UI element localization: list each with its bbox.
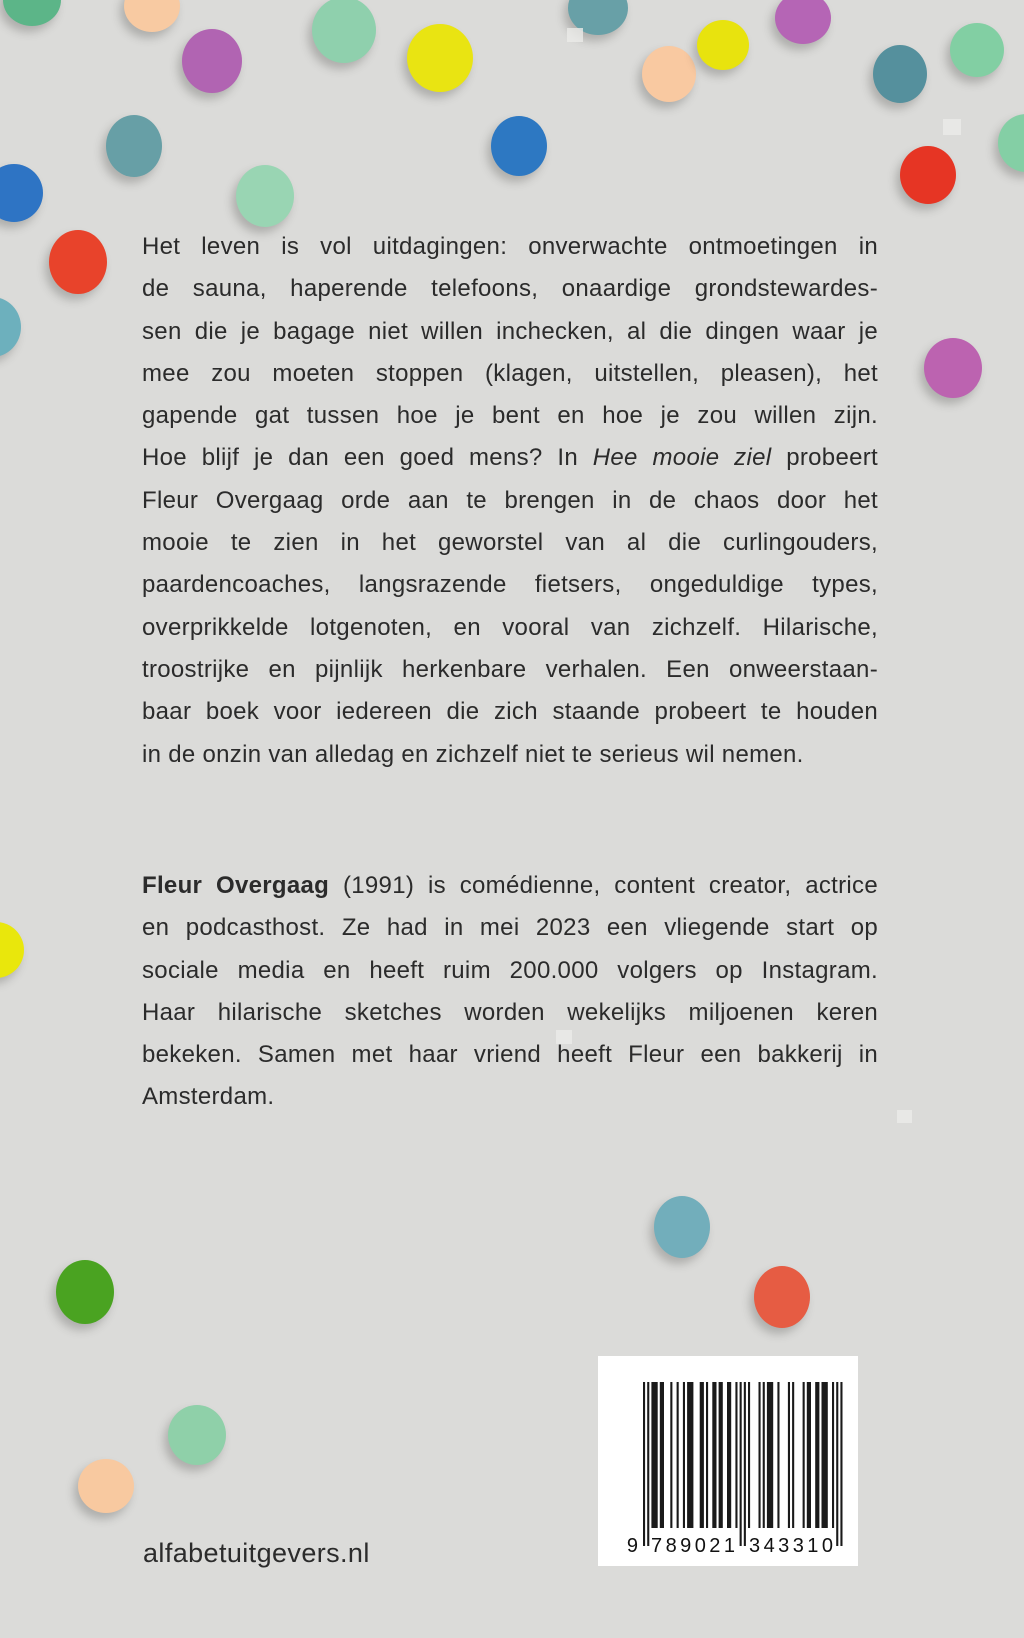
- confetti-dot: [697, 20, 749, 70]
- barcode-bar: [832, 1382, 834, 1528]
- barcode-bar: [763, 1382, 765, 1528]
- text-segment: mooie te zien in het geworstel van al die curlingouders,: [142, 529, 878, 557]
- barcode-bar: [740, 1382, 742, 1546]
- text-segment: gapende gat tussen hoe je bent en hoe je zou willen zijn.: [142, 402, 878, 430]
- barcode-bar: [788, 1382, 790, 1528]
- text-line: [142, 226, 878, 268]
- text-segment: troostrijke en pijnlijk herkenbare verhalen. Een onweerstaan-: [142, 655, 878, 683]
- text-line: [142, 950, 878, 992]
- barcode-bar: [807, 1382, 811, 1528]
- text-line: [142, 734, 878, 776]
- confetti-dot: [491, 116, 547, 176]
- paper-square-artifact: [943, 119, 961, 135]
- barcode-bar: [643, 1382, 645, 1546]
- blurb-text: [142, 226, 878, 776]
- text-segment: en podcasthost. Ze had in mei 2023 een vliegende start op: [142, 914, 878, 942]
- barcode-bar: [670, 1382, 672, 1528]
- text-segment: de sauna, haperende telefoons, onaardige grondstewardes-: [142, 275, 878, 303]
- text-segment: Hee mooie ziel: [592, 444, 772, 472]
- text-segment: Fleur Overgaag orde aan te brengen in de chaos door het: [142, 486, 878, 514]
- isbn-barcode: [598, 1356, 858, 1566]
- text-segment: mee zou moeten stoppen (klagen, uitstellen, pleasen), het: [142, 359, 878, 387]
- barcode-digits: 343310: [749, 1535, 833, 1557]
- text-line: [142, 865, 878, 907]
- text-line: [142, 607, 878, 649]
- confetti-dot: [124, 0, 180, 32]
- barcode-svg: [598, 1356, 858, 1566]
- text-segment: overprikkelde lotgenoten, en vooral van zichzelf. Hilarische,: [142, 613, 878, 641]
- text-segment: baar boek voor iedereen die zich staande probeert te houden: [142, 698, 878, 726]
- text-line: [142, 311, 878, 353]
- barcode-bar: [712, 1382, 716, 1528]
- confetti-dot: [775, 0, 831, 44]
- barcode-bar: [677, 1382, 679, 1528]
- barcode-bar: [700, 1382, 704, 1528]
- text-segment: probeert: [771, 444, 879, 472]
- text-line: [142, 1076, 878, 1118]
- confetti-dot: [754, 1266, 810, 1328]
- confetti-dot: [873, 45, 927, 103]
- confetti-dot: [236, 165, 294, 227]
- barcode-bar: [727, 1382, 731, 1528]
- barcode-bar: [748, 1382, 750, 1528]
- barcode-digits: 789021: [651, 1535, 735, 1557]
- barcode-bar: [687, 1382, 693, 1528]
- text-line: [142, 564, 878, 606]
- confetti-dot: [56, 1260, 114, 1324]
- barcode-bar: [647, 1382, 649, 1546]
- barcode-bar: [840, 1382, 842, 1546]
- text-segment: paardencoaches, langsrazende fietsers, ongeduldige types,: [142, 571, 878, 599]
- text-line: [142, 992, 878, 1034]
- confetti-dot: [654, 1196, 710, 1258]
- text-line: [142, 437, 878, 479]
- confetti-dot: [312, 0, 376, 63]
- confetti-dot: [78, 1459, 134, 1513]
- barcode-bar: [759, 1382, 761, 1528]
- barcode-bar: [767, 1382, 773, 1528]
- text-segment: in de onzin van alledag en zichzelf niet te serieus wil nemen.: [142, 740, 804, 768]
- barcode-bar: [660, 1382, 664, 1528]
- confetti-dot: [900, 146, 956, 204]
- text-segment: (1991) is comédienne, content creator, actrice: [329, 872, 878, 899]
- confetti-dot: [642, 46, 696, 102]
- text-line: [142, 691, 878, 733]
- confetti-dot: [998, 114, 1024, 172]
- confetti-dot: [0, 922, 24, 978]
- text-line: [142, 353, 878, 395]
- confetti-dot: [106, 115, 162, 177]
- text-segment: bekeken. Samen met haar vriend heeft Fleur een bakkerij in: [142, 1041, 878, 1069]
- text-line: [142, 522, 878, 564]
- confetti-dot: [49, 230, 107, 294]
- publisher-website: alfabetuitgevers.nl: [143, 1538, 370, 1568]
- barcode-digits: 9: [626, 1535, 638, 1557]
- text-segment: sen die je bagage niet willen inchecken, al die dingen waar je: [142, 317, 878, 345]
- barcode-bar: [777, 1382, 779, 1528]
- paper-square-artifact: [567, 28, 583, 42]
- confetti-dot: [0, 297, 21, 357]
- text-line: [142, 649, 878, 691]
- confetti-dot: [182, 29, 242, 93]
- confetti-dot: [950, 23, 1004, 77]
- barcode-bar: [735, 1382, 737, 1528]
- text-line: [142, 480, 878, 522]
- barcode-bar: [792, 1382, 794, 1528]
- paper-square-artifact: [897, 1110, 912, 1123]
- barcode-bar: [706, 1382, 708, 1528]
- text-segment: Amsterdam.: [142, 1083, 275, 1111]
- text-line: [142, 268, 878, 310]
- confetti-dot: [3, 0, 61, 26]
- author-bio: [142, 865, 878, 1119]
- confetti-dot: [407, 24, 473, 92]
- text-line: [142, 907, 878, 949]
- confetti-dot: [0, 164, 43, 222]
- text-segment: Hoe blijf je dan een goed mens? In: [142, 444, 593, 472]
- confetti-dot: [168, 1405, 226, 1465]
- barcode-bar: [719, 1382, 723, 1528]
- barcode-bar: [815, 1382, 819, 1528]
- text-segment: Fleur Overgaag: [142, 872, 330, 899]
- barcode-bar: [822, 1382, 828, 1528]
- barcode-bar: [744, 1382, 746, 1546]
- text-segment: Haar hilarische sketches worden wekelijks miljoenen keren: [142, 998, 878, 1026]
- barcode-bar: [836, 1382, 838, 1546]
- text-segment: Het leven is vol uitdagingen: onverwachte ontmoetingen in: [142, 233, 878, 260]
- barcode-bar: [683, 1382, 685, 1528]
- text-line: [142, 395, 878, 437]
- text-line: [142, 1034, 878, 1076]
- barcode-bar: [803, 1382, 805, 1528]
- text-segment: sociale media en heeft ruim 200.000 volgers op Instagram.: [142, 956, 878, 984]
- confetti-dot: [924, 338, 982, 398]
- barcode-bar: [651, 1382, 657, 1528]
